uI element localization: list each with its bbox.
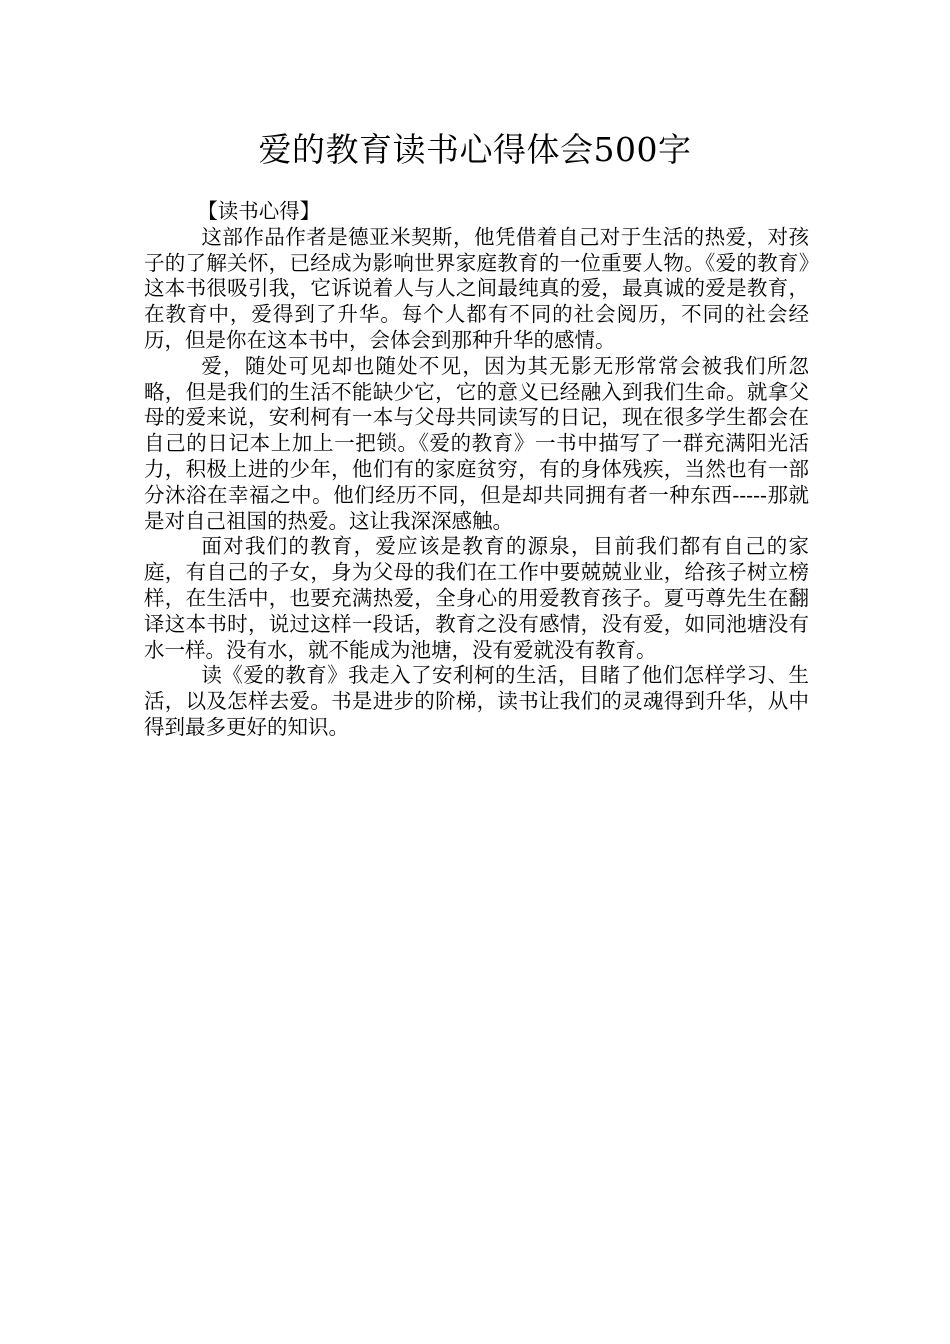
paragraph-2: 爱，随处可见却也随处不见，因为其无影无形常常会被我们所忽略，但是我们的生活不能缺少它，它的意义已经融入到我们生命。就拿父母的爱来说，安利柯有一本与父母共同读写的日记，现在很多学生都会在自己的日记本上加上一把锁。《爱的教育》一书中描写了一群充满阳光活力，积极上进的少年，他们有的家庭贫穷，有的身体残疾，当然也有一部分沐浴在幸福之中。他们经历不同，但是却共同拥有者一种东西-----那就是对自己祖国的热爱。这让我深深感触。 <box>144 353 809 533</box>
paragraph-3: 面对我们的教育，爱应该是教育的源泉，目前我们都有自己的家庭，有自己的子女，身为父母的我们在工作中要兢兢业业，给孩子树立榜样，在生活中，也要充满热爱，全身心的用爱教育孩子。夏丏尊先生在翻译这本书时，说过这样一段话，教育之没有感情，没有爱，如同池塘没有水一样。没有水，就不能成为池塘，没有爱就没有教育。 <box>144 534 809 662</box>
document-title: 爱的教育读书心得体会500字 <box>258 130 692 169</box>
document-body <box>144 199 809 741</box>
paragraph-4: 读《爱的教育》我走入了安利柯的生活，目睹了他们怎样学习、生活，以及怎样去爱。书是进步的阶梯，读书让我们的灵魂得到升华，从中得到最多更好的知识。 <box>144 663 809 739</box>
paragraph-1: 这部作品作者是德亚米契斯，他凭借着自己对于生活的热爱，对孩子的了解关怀，已经成为影响世界家庭教育的一位重要人物。《爱的教育》这本书很吸引我，它诉说着人与人之间最纯真的爱，最真诚的爱是教育，在教育中，爱得到了升华。每个人都有不同的社会阅历，不同的社会经历，但是你在这本书中，会体会到那种升华的感情。 <box>144 224 809 352</box>
section-heading: 【读书心得】 <box>197 199 321 223</box>
